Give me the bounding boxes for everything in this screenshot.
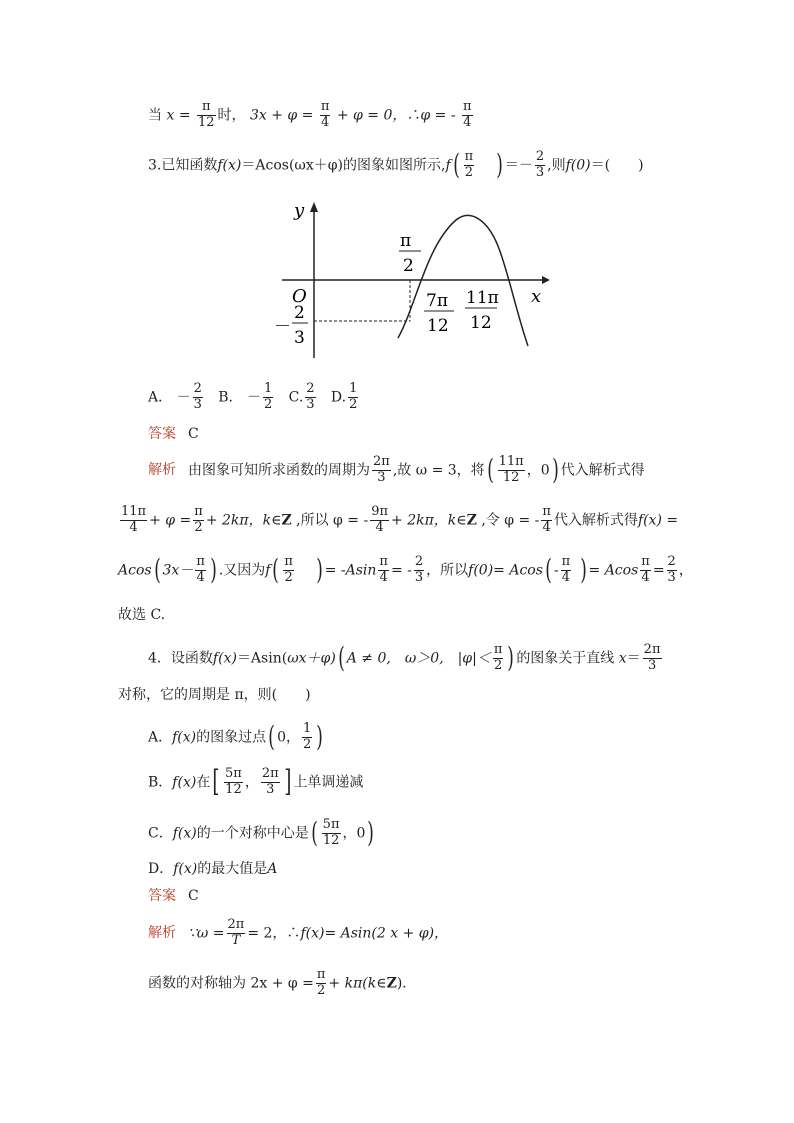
- fx: f(x): [217, 157, 242, 174]
- q3-solution-line4: 故选 C.: [118, 607, 166, 623]
- text: =: [178, 107, 191, 124]
- function-graph: [266, 196, 566, 368]
- q3-answer: [148, 427, 199, 441]
- f: f: [445, 157, 451, 174]
- option-a-label: A．: [148, 389, 173, 406]
- question-3: 3.已知函数f(x)＝Acos(ωx＋φ)的图象如图所示,f( $\frac{\pi}{2}$ ) ＝－ $\frac{2}{3}$ ,则f(0)＝( ): [148, 148, 644, 182]
- answer-value: C: [188, 426, 199, 442]
- text: ,则: [547, 157, 566, 174]
- label-11pi-den: 12: [470, 313, 492, 333]
- answer-tag: 答案: [148, 426, 176, 442]
- fraction: $\frac{2}{3}$: [306, 381, 315, 412]
- question-4: 4．设函数f(x)＝Asin(ωx＋φ)( A ≠ 0, ω＞0, |φ|＜ $\frac{\pi}{2}$ ) 的图象关于直线 x＝ $\frac{2\pi}{3}$: [148, 641, 661, 675]
- label-pi2-num: π: [400, 231, 412, 251]
- label-m23-den: 3: [294, 328, 305, 348]
- option-b-label: B．: [218, 389, 243, 406]
- y-axis-arrow: [310, 202, 318, 212]
- text: ＝Acos(ωx＋φ)的图象如图所示,: [241, 157, 446, 174]
- text: 3x + φ =: [250, 107, 314, 124]
- q4-solution-line2: 函数的对称轴为 2x + φ = $\frac{\pi}{2}$ + kπ(k∈Z)．: [148, 967, 417, 998]
- solution-tag: 解析: [148, 462, 176, 479]
- option-c-label: C.: [288, 389, 304, 406]
- fraction: $\frac{1}{2}$: [349, 381, 358, 412]
- q4-option-d: D．f(x)的最大值是A: [148, 861, 278, 877]
- text: 3.已知函数: [148, 157, 218, 174]
- fraction: $\frac{1}{2}$: [263, 381, 273, 412]
- label-pi2-den: 2: [403, 256, 414, 276]
- text: ＝( ): [590, 157, 644, 174]
- q4-option-a: A．f(x)的图象过点( 0， $\frac{1}{2}$ ): [148, 720, 324, 754]
- text: ＝－: [504, 157, 533, 174]
- fraction: $\frac{\pi}{4}$: [463, 99, 472, 130]
- label-m23-num: 2: [294, 303, 305, 323]
- q3-solution-line1: 解析 由图象可知所求函数的周期为 $\frac{2\pi}{3}$ ,故 ω = 3，将( $\frac{11\pi}{12}$ ，0) 代入解析式得: [148, 453, 645, 487]
- fraction: $\frac{\pi}{2}$: [464, 149, 474, 180]
- option-d-label: D.: [330, 389, 347, 406]
- f0: f(0): [565, 157, 591, 174]
- q4-option-c: C．f(x)的一个对称中心是( $\frac{5\pi}{12}$ ，0): [148, 816, 375, 850]
- question-4-line2: 对称，它的周期是 π，则( ): [118, 687, 311, 703]
- text: 时，: [217, 107, 246, 124]
- q4-option-b: B．f(x)在[ $\frac{5\pi}{12}$ ， $\frac{2\pi}{3}$ ] 上单调递减: [148, 764, 364, 800]
- x-axis-arrow: [542, 276, 550, 284]
- q3-solution-line2: $\frac{11\pi}{4}$ + φ = $\frac{\pi}{2}$ + 2kπ，k∈Z ,所以 φ = - $\frac{9\pi}{4}$ + 2kπ，k∈Z ,令 φ = - $\frac{\pi}{4}$ 代入解析式得f(x) =: [121, 504, 679, 535]
- fraction: $\frac{\pi}{12}$: [198, 99, 215, 130]
- label-neg-sign: －: [274, 317, 291, 337]
- x-label: x: [531, 286, 542, 307]
- derivation-line: [148, 100, 475, 131]
- var: x: [166, 107, 175, 124]
- text: 当: [148, 107, 162, 124]
- text: + φ = 0，∴φ = -: [336, 107, 456, 124]
- fraction: $\frac{2}{3}$: [535, 149, 545, 180]
- y-label: y: [294, 200, 305, 221]
- origin-label: O: [292, 286, 307, 307]
- fraction: $\frac{\pi}{4}$: [320, 99, 330, 130]
- label-7pi-den: 12: [427, 316, 449, 336]
- q4-solution-line1: 解析 ∵ω = $\frac{2\pi}{T}$ = 2，∴f(x)= Asin(2 x + φ)，: [148, 917, 449, 948]
- label-11pi-num: 11π: [466, 288, 499, 308]
- q3-options: A． － $\frac{2}{3}$ B． － $\frac{1}{2}$ C. $\frac{2}{3}$ D. $\frac{1}{2}$: [148, 381, 358, 412]
- label-7pi-num: 7π: [426, 291, 448, 311]
- q4-answer: 答案 C: [148, 888, 199, 904]
- q3-solution-line3: Acos( 3x－ $\frac{\pi}{4}$ ) .又因为f( $\frac{\pi}{2}$ ) = -Asin $\frac{\pi}{4}$ = - $\frac{2}{3}$ ，所以f(0)= Acos( - $\frac{\pi}{4}$ ) = Acos $\frac{\pi}{4}$ = $\frac{2}{3}$ ，: [118, 553, 693, 587]
- fraction: $\frac{2}{3}$: [193, 381, 202, 412]
